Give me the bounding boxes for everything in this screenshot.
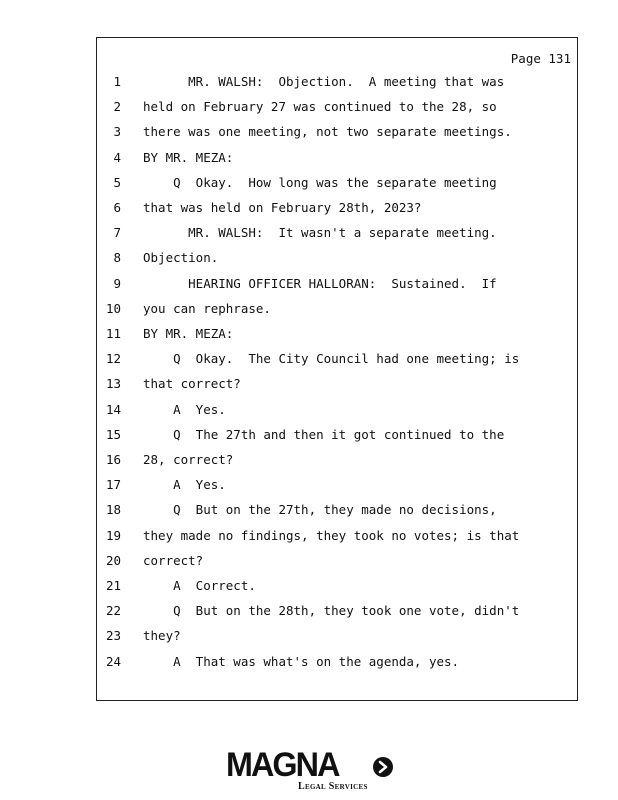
transcript-line: [97, 603, 577, 628]
arrow-circle-icon: [372, 756, 394, 778]
line-text: there was one meeting, not two separate meetings.: [143, 124, 512, 140]
transcript-line: [97, 351, 577, 376]
line-text: MR. WALSH: Objection. A meeting that was: [143, 74, 505, 89]
line-text: A Yes.: [143, 477, 226, 493]
transcript-line: [97, 250, 577, 275]
line-number: 23: [105, 628, 121, 644]
logo-wordmark: MAGNA: [226, 746, 339, 784]
transcript-line: [97, 175, 577, 200]
line-number: 2: [113, 99, 121, 115]
line-text: HEARING OFFICER HALLORAN: Sustained. If: [143, 275, 497, 291]
line-text: correct?: [143, 552, 204, 568]
line-text: they?: [143, 628, 181, 644]
line-number: 14: [105, 401, 121, 417]
transcript-line: [97, 124, 577, 149]
line-number: 19: [105, 527, 121, 543]
line-text: 28, correct?: [143, 452, 234, 467]
line-text: BY MR. MEZA:: [143, 326, 234, 341]
line-text: Q But on the 28th, they took one vote, didn't: [143, 603, 520, 619]
line-text: Objection.: [143, 250, 219, 266]
line-text: A Yes.: [143, 401, 226, 417]
line-number: 7: [113, 225, 121, 241]
line-number: 10: [105, 300, 121, 316]
transcript-line: [97, 326, 577, 351]
transcript-line: [97, 628, 577, 653]
line-number: 21: [105, 578, 121, 593]
line-text: Q The 27th and then it got continued to the: [143, 426, 505, 442]
transcript-line: [97, 225, 577, 250]
line-text: they made no findings, they took no votes; is that: [143, 527, 520, 543]
line-number: 20: [105, 552, 121, 568]
line-number: 9: [113, 275, 121, 291]
line-text: Q Okay. The City Council had one meeting; is: [143, 351, 520, 367]
transcript-line: [97, 477, 577, 502]
transcript-line: [97, 402, 577, 427]
line-text: Q Okay. How long was the separate meeting: [143, 174, 497, 190]
transcript-line: [97, 301, 577, 326]
line-text: that was held on February 28th, 2023?: [143, 200, 422, 215]
line-number: 17: [105, 477, 121, 493]
line-number: 15: [105, 426, 121, 442]
transcript-line: [97, 452, 577, 477]
line-number: 3: [113, 124, 121, 140]
magna-logo: [226, 748, 398, 794]
line-text: BY MR. MEZA:: [143, 149, 234, 165]
transcript-page: [96, 37, 578, 701]
line-text: Q But on the 27th, they made no decisions,: [143, 502, 497, 518]
line-number: 5: [113, 174, 121, 190]
transcript-line: [97, 74, 577, 99]
transcript-line: [97, 150, 577, 175]
transcript-line: [97, 553, 577, 578]
line-text: A Correct.: [143, 578, 256, 593]
page-number: Page 131: [510, 51, 571, 66]
transcript-line: [97, 427, 577, 452]
line-number: 1: [113, 74, 121, 89]
line-number: 22: [105, 603, 121, 619]
line-text: you can rephrase.: [143, 300, 271, 316]
line-number: 11: [105, 326, 121, 341]
line-number: 16: [105, 452, 121, 467]
line-number: 4: [113, 149, 121, 165]
transcript-line: [97, 376, 577, 401]
line-text: A That was what's on the agenda, yes.: [143, 653, 460, 669]
transcript-line: [97, 99, 577, 124]
line-text: MR. WALSH: It wasn't a separate meeting.: [143, 225, 497, 241]
transcript-line: [97, 654, 577, 679]
line-number: 8: [113, 250, 121, 266]
line-number: 24: [105, 653, 121, 669]
transcript-line: [97, 528, 577, 553]
line-number: 6: [113, 200, 121, 215]
line-number: 18: [105, 502, 121, 518]
line-text: held on February 27 was continued to the 28, so: [143, 99, 497, 115]
line-text: that correct?: [143, 376, 241, 392]
line-number: 12: [105, 351, 121, 367]
logo-subtitle: Legal Services: [298, 781, 368, 792]
transcript-line: [97, 276, 577, 301]
transcript-line: [97, 502, 577, 527]
transcript-line: [97, 578, 577, 603]
line-number: 13: [105, 376, 121, 392]
transcript-line: [97, 200, 577, 225]
